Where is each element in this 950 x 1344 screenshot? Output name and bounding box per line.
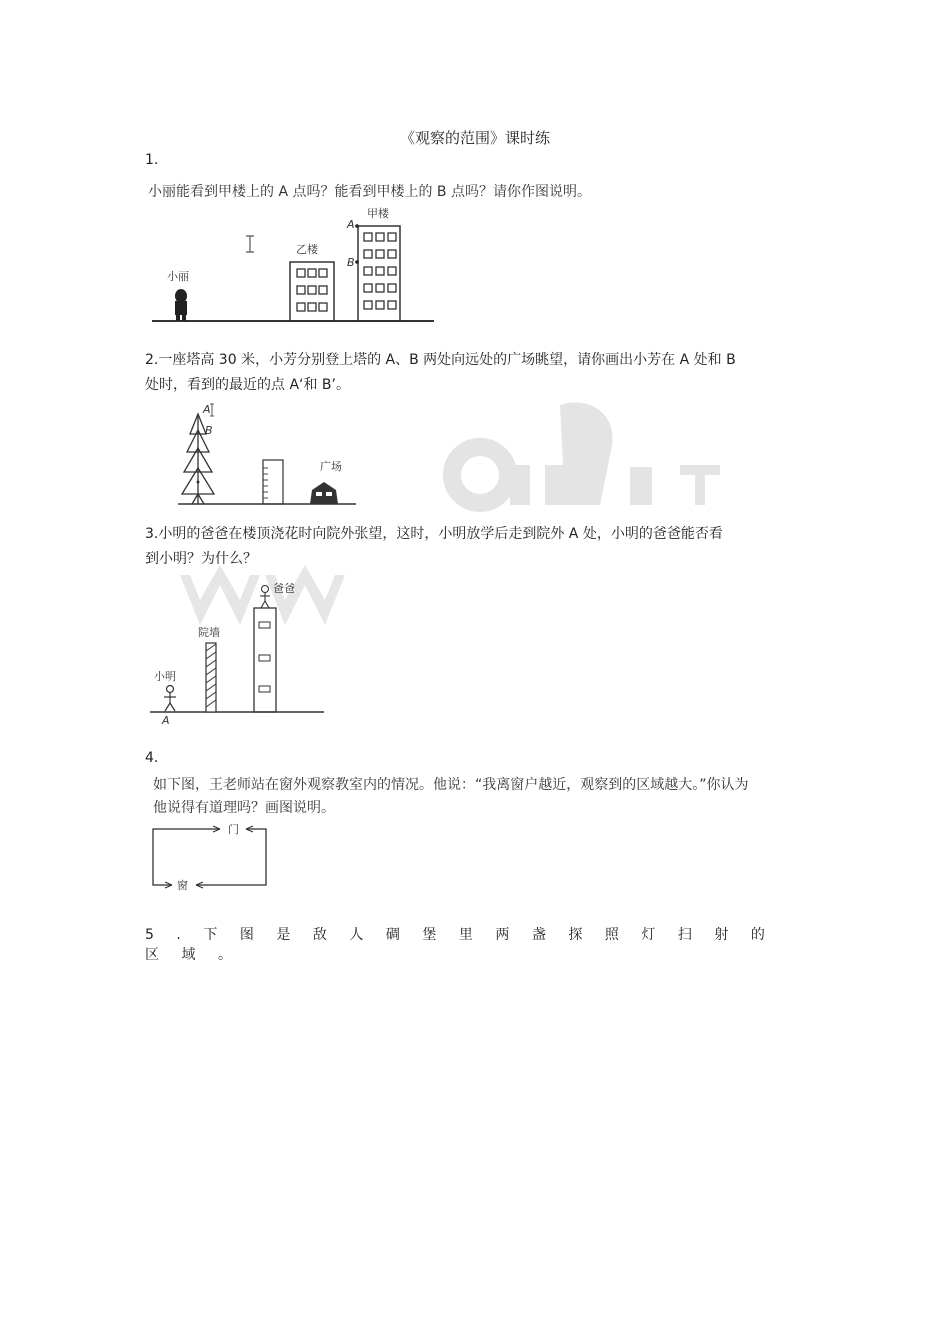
q1-figure — [150, 200, 440, 330]
q4-prompt-line1: 如下图，王老师站在窗外观察教室内的情况。他说：“我离窗户越近，观察到的区域越大。”你认为 — [153, 777, 749, 793]
q2-point-b-label: B — [205, 424, 213, 437]
q4-prompt-line2: 他说得有道理吗？画图说明。 — [153, 800, 335, 816]
q3-text-line1: 3.小明的爸爸在楼顶浇花时向院外张望，这时，小明放学后走到院外 A 处，小明的爸爸能否看 — [145, 526, 723, 542]
q3-figure — [148, 576, 328, 726]
watermark — [360, 395, 780, 625]
q1-building-a-label: 甲楼 — [367, 207, 389, 220]
q3-text-line2: 到小明？为什么？ — [145, 551, 257, 567]
page-title: 《观察的范围》课时练 — [399, 129, 550, 147]
q2-point-a-label: A — [203, 403, 211, 416]
q4-window-label: 窗 — [177, 879, 188, 892]
q2-figure — [178, 400, 358, 510]
q4-figure — [150, 822, 272, 892]
q1-number: 1. — [145, 152, 159, 168]
q1-point-a-label: A — [347, 218, 355, 231]
q4-door-label: 门 — [228, 823, 239, 836]
q2-square-label: 广场 — [320, 460, 342, 473]
q3-dad-label: 爸爸 — [273, 582, 295, 595]
q1-building-b-label: 乙楼 — [296, 243, 318, 256]
q5-text: 5.下图是敌人碉堡里两盏探照灯扫射的区域。 — [145, 927, 788, 963]
q3-wall-label: 院墙 — [198, 626, 220, 639]
q2-text-line1: 2.一座塔高 30 米，小芳分别登上塔的 A、B 两处向远处的广场眺望，请你画出小芳在 A 处和 B — [145, 352, 736, 368]
q3-person-label: 小明 — [154, 670, 176, 683]
q1-person-label: 小丽 — [167, 270, 189, 283]
q3-point-a-label: A — [162, 714, 170, 727]
q4-number: 4. — [145, 750, 159, 766]
q1-prompt: 小丽能看到甲楼上的 A 点吗？能看到甲楼上的 B 点吗？请你作图说明。 — [148, 184, 591, 200]
q1-person-figure — [175, 289, 187, 321]
q2-text-line2: 处时，看到的最近的点 A‘和 B’。 — [145, 377, 350, 393]
q1-point-b-label: B — [347, 256, 355, 269]
